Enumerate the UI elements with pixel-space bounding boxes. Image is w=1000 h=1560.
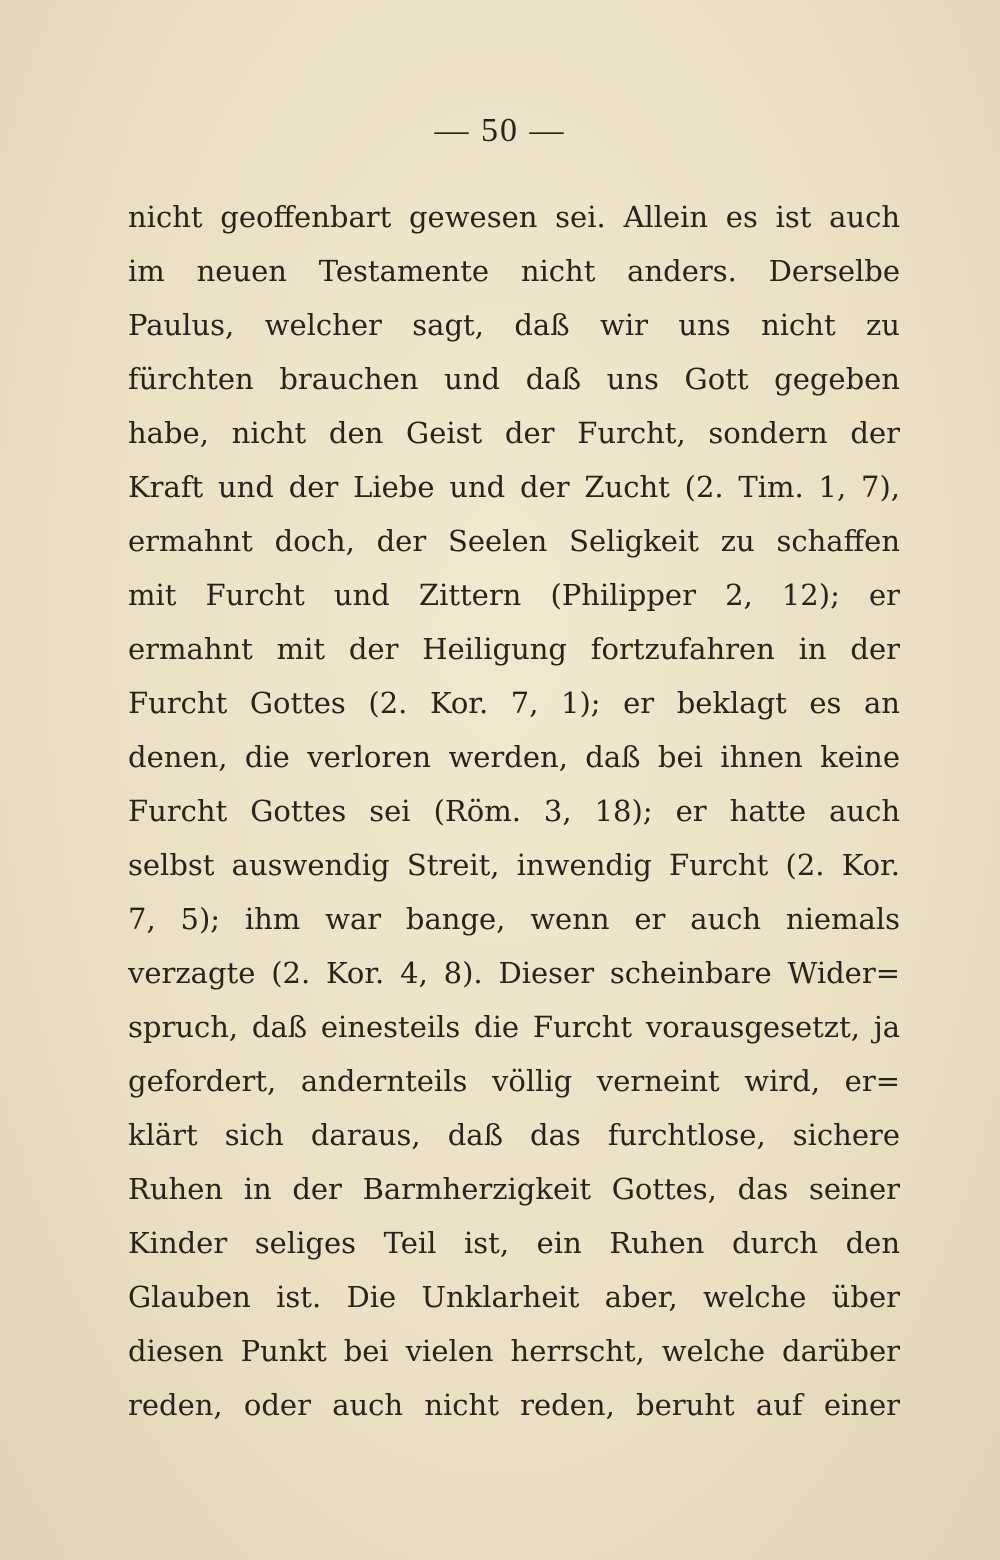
text-line: ermahnt doch, der Seelen Seligkeit zu schaffen <box>128 524 900 558</box>
text-line: spruch, daß einesteils die Furcht vorausgesetzt, ja <box>128 1010 900 1044</box>
text-line: fürchten brauchen und daß uns Gott gegeben <box>128 362 900 396</box>
text-line: denen, die verloren werden, daß bei ihnen keine <box>128 740 900 774</box>
text-line: selbst auswendig Streit, inwendig Furcht (2. Kor. <box>128 848 900 882</box>
text-line: ermahnt mit der Heiligung fortzufahren in der <box>128 632 900 666</box>
text-line: habe, nicht den Geist der Furcht, sondern der <box>128 416 900 450</box>
text-line: Kraft und der Liebe und der Zucht (2. Tim. 1, 7), <box>128 470 900 504</box>
text-line: Glauben ist. Die Unklarheit aber, welche über <box>128 1280 900 1314</box>
text-line: Furcht Gottes sei (Röm. 3, 18); er hatte auch <box>128 794 900 828</box>
text-line: Kinder seliges Teil ist, ein Ruhen durch den <box>128 1226 900 1260</box>
text-line: 7, 5); ihm war bange, wenn er auch niemals <box>128 902 900 936</box>
text-line: reden, oder auch nicht reden, beruht auf einer <box>128 1388 900 1422</box>
text-line: diesen Punkt bei vielen herrscht, welche darüber <box>128 1334 900 1368</box>
text-line: nicht geoffenbart gewesen sei. Allein es ist auch <box>128 200 900 234</box>
body-text <box>128 190 900 1432</box>
text-line: Furcht Gottes (2. Kor. 7, 1); er beklagt es an <box>128 686 900 720</box>
text-line: Ruhen in der Barmherzigkeit Gottes, das seiner <box>128 1172 900 1206</box>
text-line: verzagte (2. Kor. 4, 8). Dieser scheinbare Wider= <box>128 956 900 990</box>
text-line: Paulus, welcher sagt, daß wir uns nicht zu <box>128 308 900 342</box>
text-line: klärt sich daraus, daß das furchtlose, sichere <box>128 1118 900 1152</box>
text-line: gefordert, andernteils völlig verneint wird, er= <box>128 1064 900 1098</box>
text-line: im neuen Testamente nicht anders. Derselbe <box>128 254 900 288</box>
page-number: — 50 — <box>434 112 566 149</box>
text-line: mit Furcht und Zittern (Philipper 2, 12); er <box>128 578 900 612</box>
